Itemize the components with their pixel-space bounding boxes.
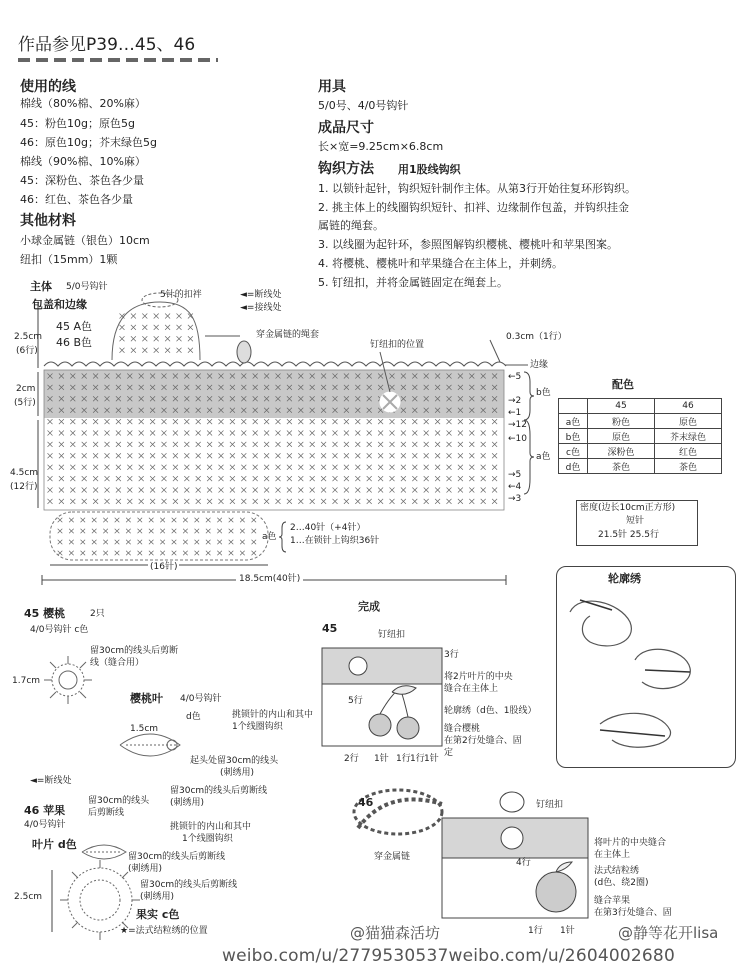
size-text: 长×宽=9.25cm×6.8cm (318, 140, 444, 153)
row-mark: →2 (508, 396, 522, 406)
cherry-leaf-note: (刺绣用) (170, 798, 205, 808)
flap-color-45: 45 A色 (56, 320, 93, 333)
finish-45-rows: 1行 (396, 754, 411, 764)
method-step: 1. 以锁针起针，钩织短针制作主体。从第3行开始往复环形钩织。 (318, 182, 636, 195)
finish-45-note: 缝合樱桃 (444, 724, 481, 734)
apple-note: 留30cm的线头后剪断线 (140, 880, 238, 890)
join-yarn-legend: ◄=接线处 (240, 303, 282, 313)
apple-note: 留30cm的线头后剪断线 (128, 852, 226, 862)
page-title: 作品参见P39…45、46 (18, 35, 196, 55)
material-line: 46：红色、茶色各少量 (20, 193, 133, 206)
size-heading: 成品尺寸 (318, 120, 374, 136)
apple-leaf-label: 叶片 d色 (32, 838, 77, 851)
color-table-cell: 深粉色 (588, 444, 655, 459)
other-material-line: 纽扣（15mm）1颗 (20, 253, 118, 266)
apple-fruit-label: 果实 c色 (136, 908, 180, 921)
row-mark: →12 (508, 420, 527, 430)
button-position-label: 钉纽扣的位置 (370, 340, 425, 350)
other-materials-heading: 其他材料 (20, 213, 76, 229)
cherry-leaf-title: 樱桃叶 (130, 692, 163, 705)
method-step: 5. 钉纽扣，并将金属链固定在绳套上。 (318, 276, 508, 289)
method-step: 3. 以线圈为起针环，参照图解钩织樱桃、樱桃叶和苹果图案。 (318, 238, 618, 251)
finish-46-rows: 1针 (560, 926, 575, 936)
cherry-leaf-note: 起头处留30cm的线头 (190, 756, 279, 766)
method-heading: 钩织方法 (318, 161, 374, 177)
row-mark: ←10 (508, 434, 527, 444)
material-line: 棉线（80%棉、20%麻） (20, 97, 146, 110)
body-height-cm: 4.5cm (10, 468, 39, 478)
apple-note: (刺绣用) (128, 864, 163, 874)
color-table-header: 45 (588, 399, 655, 414)
apple-note: 1个线圈钩织 (182, 834, 233, 844)
color-table-cell: 原色 (588, 429, 655, 444)
finish-45-rows: 1针 (374, 754, 389, 764)
method-step: 4. 将樱桃、樱桃叶和苹果缝合在主体上，并刺绣。 (318, 257, 563, 270)
color-table-cell: 茶色 (655, 459, 722, 474)
finish-45-button: 钉纽扣 (378, 630, 406, 640)
watermark-1: @猫猫森活坊 (350, 924, 441, 942)
color-table-cell: 茶色 (588, 459, 655, 474)
finish-46-rows: 4行 (516, 858, 531, 868)
cord-label: 穿金属链的绳套 (256, 330, 320, 340)
finish-heading: 完成 (358, 600, 380, 613)
row-mark: ←4 (508, 482, 522, 492)
cherry-leaf-note: (刺绣用) (220, 768, 255, 778)
outline-stitch-title: 轮廓绣 (608, 572, 641, 585)
finish-46-note: 缝合苹果 (594, 896, 631, 906)
color-table-cell: a色 (559, 414, 588, 429)
tools-text: 5/0号、4/0号钩针 (318, 99, 409, 112)
color-table-cell: c色 (559, 444, 588, 459)
color-table-cell: 红色 (655, 444, 722, 459)
finish-45-rows: 1针 (424, 754, 439, 764)
color-table-heading: 配色 (612, 378, 634, 391)
flap-height-rows: (6行) (16, 346, 38, 356)
gauge-stitch: 短针 (626, 516, 645, 526)
cherry-legend: ◄=断线处 (30, 776, 72, 786)
row-mark: →5 (508, 470, 522, 480)
cherry-count: 2只 (90, 609, 105, 619)
finish-46-note: 在主体上 (594, 850, 631, 860)
color-table-cell: 粉色 (588, 414, 655, 429)
flap-color-46: 46 B色 (56, 336, 93, 349)
cherry-leaf-note: 挑锁针的内山和其中 (232, 710, 314, 720)
base-stitches-label: (16针) (150, 562, 178, 572)
cut-yarn-legend: ◄=断线处 (240, 290, 282, 300)
cherry-title: 45 樱桃 (24, 607, 66, 620)
tools-heading: 用具 (318, 79, 346, 95)
main-chart-hook: 5/0号钩针 (66, 282, 108, 292)
color-table-cell: 原色 (655, 414, 722, 429)
finish-46-chain: 穿金属链 (374, 852, 411, 862)
finish-46-note: 将叶片的中央缝合 (594, 838, 667, 848)
finish-45-rows: 5行 (348, 696, 363, 706)
cherry-note: 线（缝合用） (90, 658, 145, 668)
flap-height-cm: 2.5cm (14, 332, 43, 342)
finish-45-note: 3行 (444, 650, 459, 660)
finish-46-note: 法式结粒绣 (594, 866, 640, 876)
material-line: 45：深粉色、茶色各少量 (20, 174, 144, 187)
main-chart-title: 主体 (30, 280, 52, 293)
color-table-cell: d色 (559, 459, 588, 474)
loop-label: 5针的扣袢 (160, 290, 202, 300)
apple-note: (刺绣用) (140, 892, 175, 902)
row-mark: ←1 (508, 408, 522, 418)
cherry-leaf-note: 1个线圈钩织 (232, 722, 283, 732)
other-material-line: 小球金属链（银色）10cm (20, 234, 150, 247)
cherry-hook: 4/0号钩针 c色 (30, 625, 89, 635)
finish-45-note: 轮廓绣（d色、1股线） (444, 706, 537, 716)
finish-45-rows: 1行 (410, 754, 425, 764)
material-line: 46：原色10g；芥末绿色5g (20, 136, 157, 149)
color-table-header: 46 (655, 399, 722, 414)
edge-label: 边缘 (530, 360, 549, 370)
apple-note: 后剪断线 (88, 808, 125, 818)
body-color-label: a色 (536, 452, 551, 462)
base-color-label: a色 (262, 532, 277, 542)
watermark-url: weibo.com/u/2779530537weibo.com/u/2604002680 (222, 946, 675, 966)
apple-note: 挑锁针的内山和其中 (170, 822, 252, 832)
main-chart-subtitle: 包盖和边缘 (32, 298, 87, 311)
cherry-leaf-size: 1.5cm (130, 724, 159, 734)
finish-45-note: 在第2行处缝合、固 (444, 736, 522, 746)
apple-note: 留30cm的线头 (88, 796, 150, 806)
finish-46-note: (d色、绕2圈) (594, 878, 649, 888)
method-step: 2. 挑主体上的线圈钩织短针、扣袢、边缘制作包盖，并钩织挂金 (318, 201, 629, 214)
color-table-cell: 芥末绿色 (655, 429, 722, 444)
gauge-title: 密度(边长10cm正方形) (580, 503, 676, 513)
row-mark: →3 (508, 494, 522, 504)
finish-45-rows: 2行 (344, 754, 359, 764)
apple-legend: ★=法式结粒绣的位置 (120, 926, 208, 936)
finish-46-note: 在第3行处缝合、固 (594, 908, 672, 918)
apple-hook: 4/0号钩针 (24, 820, 66, 830)
band-color-label: b色 (536, 388, 551, 398)
edge-spacing-label: 0.3cm（1行） (506, 332, 567, 342)
finish-45-note: 定 (444, 748, 454, 758)
cherry-note: 留30cm的线头后剪断 (90, 646, 179, 656)
apple-title: 46 苹果 (24, 804, 66, 817)
finish-45-number: 45 (322, 622, 338, 635)
finish-45-note: 缝合在主体上 (444, 684, 499, 694)
method-step: 属链的绳套。 (318, 219, 384, 232)
material-line: 45：粉色10g；原色5g (20, 117, 135, 130)
band-height-rows: (5行) (14, 398, 36, 408)
finish-46-rows: 1行 (528, 926, 543, 936)
increase-row-2: 2…40针（+4针） (290, 523, 366, 533)
band-height-cm: 2cm (16, 384, 36, 394)
material-line: 棉线（90%棉、10%麻） (20, 155, 146, 168)
finish-46-number: 46 (358, 796, 374, 809)
method-subheading: 用1股线钩织 (398, 163, 461, 176)
finish-45-note: 将2片叶片的中央 (444, 672, 513, 682)
row-mark: ←5 (508, 372, 522, 382)
cherry-leaf-note: 留30cm的线头后剪断线 (170, 786, 268, 796)
body-height-rows: (12行) (10, 482, 38, 492)
cherry-leaf-color: d色 (186, 712, 201, 722)
cherry-leaf-hook: 4/0号钩针 (180, 694, 222, 704)
watermark-2: @静等花开lisa (618, 924, 719, 942)
cherry-size: 1.7cm (12, 676, 41, 686)
increase-row-1: 1…在锁针上钩织36针 (290, 536, 380, 546)
apple-size: 2.5cm (14, 892, 43, 902)
color-table-cell: b色 (559, 429, 588, 444)
gauge-values: 21.5针 25.5行 (598, 530, 659, 540)
materials-heading: 使用的线 (20, 79, 76, 95)
total-width-label: 18.5cm(40针) (236, 574, 303, 585)
finish-46-button: 钉纽扣 (536, 800, 564, 810)
